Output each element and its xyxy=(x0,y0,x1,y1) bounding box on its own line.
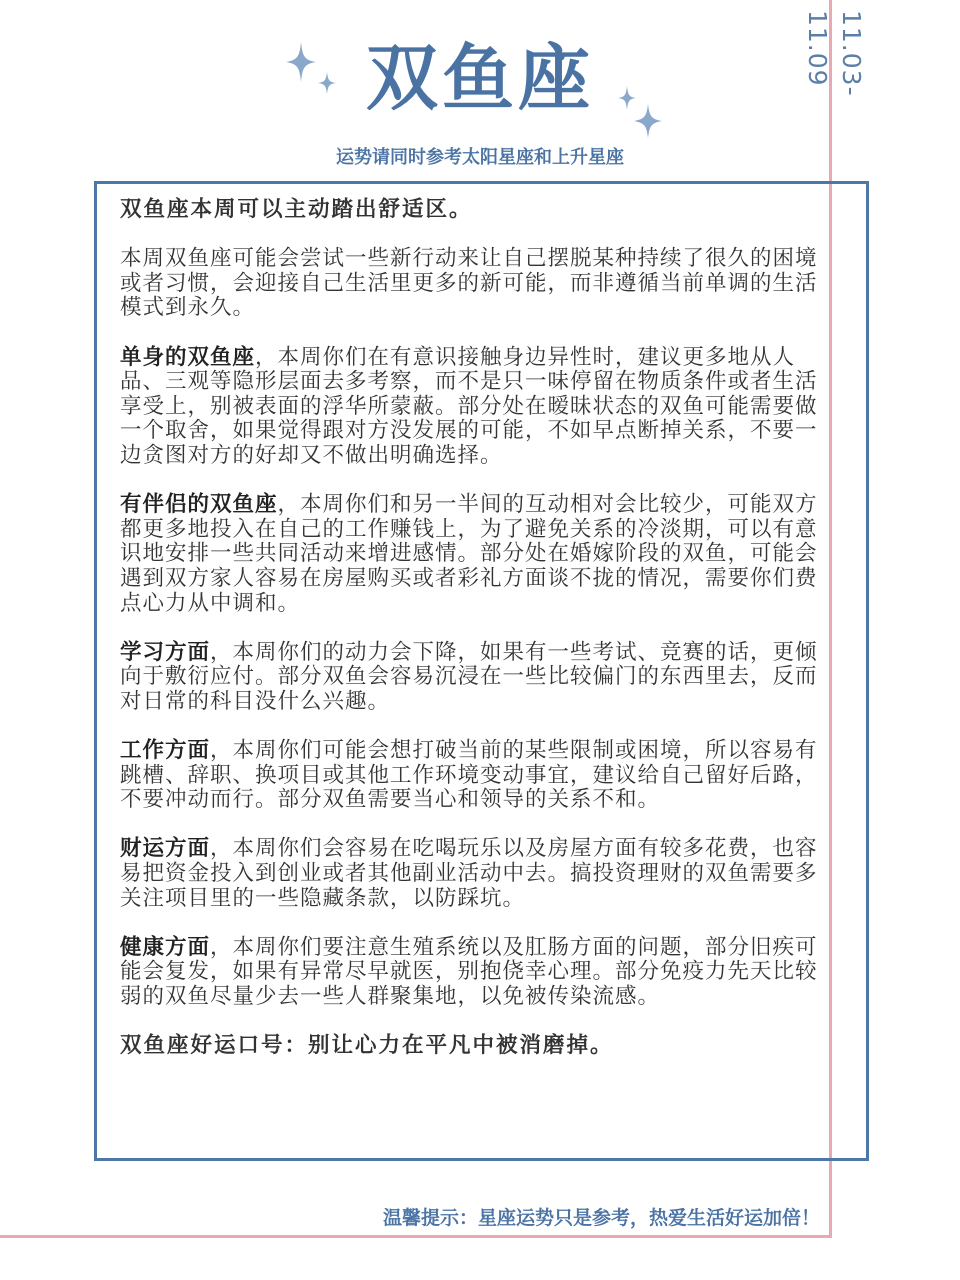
pink-horizontal-divider xyxy=(0,1235,832,1238)
section-text: ，本周你们要注意生殖系统以及肛肠方面的问题，部分旧疾可能会复发，如果有异常尽早就医，别抱侥幸心理。部分免疫力先天比较弱的双鱼尽量少去一些人群聚集地，以免被传染流感。 xyxy=(120,934,818,1009)
section-single xyxy=(120,346,820,469)
section-wealth xyxy=(120,837,820,911)
section-partnered xyxy=(120,493,820,616)
intro-paragraph: 本周双鱼座可能会尝试一些新行动来让自己摆脱某种持续了很久的困境或者习惯，会迎接自己生活里更多的新可能，而非遵循当前单调的生活模式到永久。 xyxy=(120,246,818,321)
section-health xyxy=(120,936,820,1010)
headline: 双鱼座本周可以主动踏出舒适区。 xyxy=(120,197,473,222)
section-work xyxy=(120,739,820,813)
horoscope-content xyxy=(120,198,820,1083)
section-study xyxy=(120,641,820,715)
sparkle-icon-large-right xyxy=(634,104,662,138)
section-text: ，本周你们可能会想打破当前的某些限制或困境，所以容易有跳槽、辞职、换项目或其他工作环境变动事宜，建议给自己留好后路，不要冲动而行。部分双鱼需要当心和领导的关系不和。 xyxy=(120,738,818,813)
section-label: 单身的双鱼座 xyxy=(120,344,256,370)
section-text: ，本周你们会容易在吃喝玩乐以及房屋方面有较多花费，也容易把资金投入到创业或者其他副业活动中去。搞投资理财的双鱼需要多关注项目里的一些隐藏条款，以防踩坑。 xyxy=(120,836,818,911)
page-title: 双鱼座 xyxy=(365,36,594,120)
sparkle-icon-large-left xyxy=(286,42,316,82)
section-label: 学习方面 xyxy=(120,639,211,665)
section-text: ，本周你们和另一半间的互动相对会比较少，可能双方都更多地投入在自己的工作赚钱上，为了避免关系的冷淡期，可以有意识地安排一些共同活动来增进感情。部分处在婚嫁阶段的双鱼，可能会遇到双方家人容易在房屋购买或者彩礼方面谈不拢的情况，需要你们费点心力从中调和。 xyxy=(120,492,818,616)
footer-tip: 温馨提示：星座运势只是参考，热爱生活好运加倍！ xyxy=(382,1207,820,1229)
subtitle: 运势请同时参考太阳星座和上升星座 xyxy=(336,147,624,168)
section-text: ，本周你们在有意识接触身边异性时，建议更多地从人品、三观等隐形层面去多考察，而不是只一味停留在物质条件或者生活享受上，别被表面的浮华所蒙蔽。部分处在暧昧状态的双鱼可能需要做一个取舍，如果觉得跟对方没发展的可能，不如早点断掉关系，不要一边贪图对方的好却又不做出明确选择。 xyxy=(120,344,818,468)
section-label: 工作方面 xyxy=(120,738,211,764)
section-label: 有伴侣的双鱼座 xyxy=(120,492,278,518)
section-label: 财运方面 xyxy=(120,836,211,862)
section-label: 健康方面 xyxy=(120,934,211,960)
date-range: 11.03-11.09 xyxy=(803,10,866,97)
lucky-slogan: 双鱼座好运口号：别让心力在平凡中被消磨掉。 xyxy=(120,1033,614,1059)
section-text: ，本周你们的动力会下降，如果有一些考试、竞赛的话，更倾向于敷衍应付。部分双鱼会容易沉浸在一些比较偏门的东西里去，反而对日常的科目没什么兴趣。 xyxy=(120,639,818,714)
